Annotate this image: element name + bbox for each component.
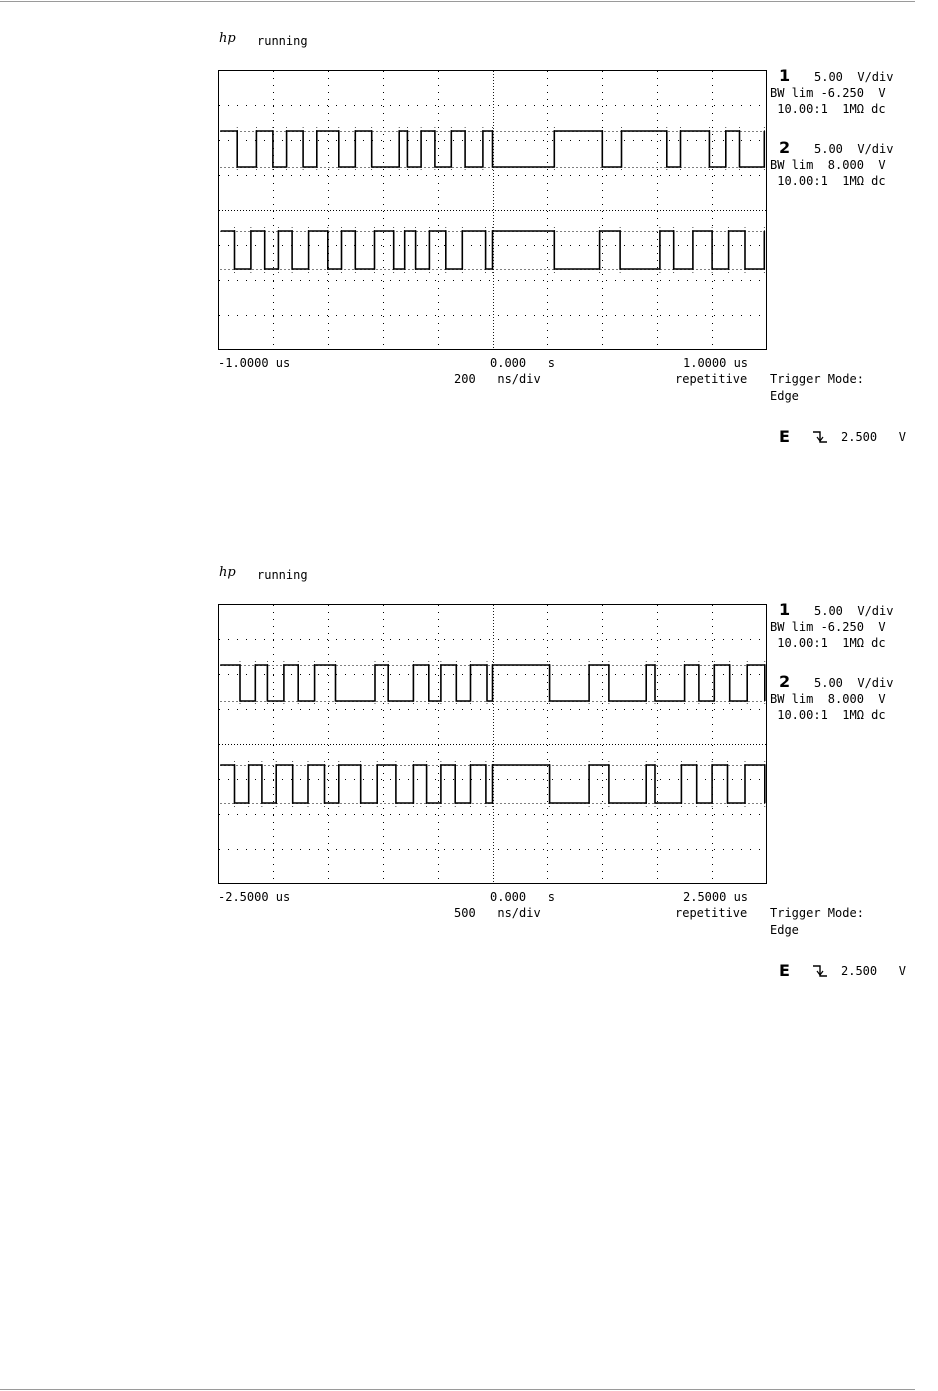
time-left-label: -2.5000 us xyxy=(218,890,291,904)
time-per-div: 500 ns/div xyxy=(454,906,541,920)
trigger-mode-label: Trigger Mode: xyxy=(770,906,864,920)
trigger-mode-value: Edge xyxy=(770,923,799,937)
acquisition-mode: repetitive xyxy=(675,906,748,920)
time-center-label: 0.000 s xyxy=(490,356,556,370)
run-status: running xyxy=(257,568,308,582)
hp-logo: hp xyxy=(219,31,236,46)
channel-1-number: 1 xyxy=(779,66,791,85)
channel-1-scale: 5.00 V/div xyxy=(814,604,894,618)
channel-1-bw-limit: BW lim -6.250 V xyxy=(770,86,886,100)
trigger-mode-label: Trigger Mode: xyxy=(770,372,864,386)
falling-edge-icon xyxy=(812,430,828,444)
time-right-label: 2.5000 us xyxy=(683,890,749,904)
graticule-border xyxy=(219,71,767,350)
time-per-div: 200 ns/div xyxy=(454,372,541,386)
graticule xyxy=(218,604,767,884)
channel-2-probe: 10.00:1 1MΩ dc xyxy=(770,708,886,722)
scope-capture-1 xyxy=(0,0,938,460)
channel-1-number: 1 xyxy=(779,600,791,619)
time-left-label: -1.0000 us xyxy=(218,356,291,370)
acquisition-mode: repetitive xyxy=(675,372,748,386)
trigger-source: E xyxy=(779,427,790,446)
channel-1-probe: 10.00:1 1MΩ dc xyxy=(770,102,886,116)
trigger-mode-value: Edge xyxy=(770,389,799,403)
channel-1-bw-limit: BW lim -6.250 V xyxy=(770,620,886,634)
channel-2-number: 2 xyxy=(779,672,791,691)
graticule-border xyxy=(219,605,767,884)
trigger-level: 2.500 V xyxy=(841,430,907,444)
time-center-label: 0.000 s xyxy=(490,890,556,904)
graticule xyxy=(218,70,767,350)
channel-2-probe: 10.00:1 1MΩ dc xyxy=(770,174,886,188)
channel-2-number: 2 xyxy=(779,138,791,157)
trigger-level: 2.500 V xyxy=(841,964,907,978)
channel-2-scale: 5.00 V/div xyxy=(814,142,894,156)
channel-2-bw-limit: BW lim 8.000 V xyxy=(770,158,886,172)
channel-1-scale: 5.00 V/div xyxy=(814,70,894,84)
scope-capture-2 xyxy=(0,534,938,994)
trigger-source: E xyxy=(779,961,790,980)
run-status: running xyxy=(257,34,308,48)
time-right-label: 1.0000 us xyxy=(683,356,749,370)
channel-2-scale: 5.00 V/div xyxy=(814,676,894,690)
falling-edge-icon xyxy=(812,964,828,978)
hp-logo: hp xyxy=(219,565,236,580)
channel-1-probe: 10.00:1 1MΩ dc xyxy=(770,636,886,650)
bottom-rule xyxy=(0,1389,915,1390)
channel-2-bw-limit: BW lim 8.000 V xyxy=(770,692,886,706)
